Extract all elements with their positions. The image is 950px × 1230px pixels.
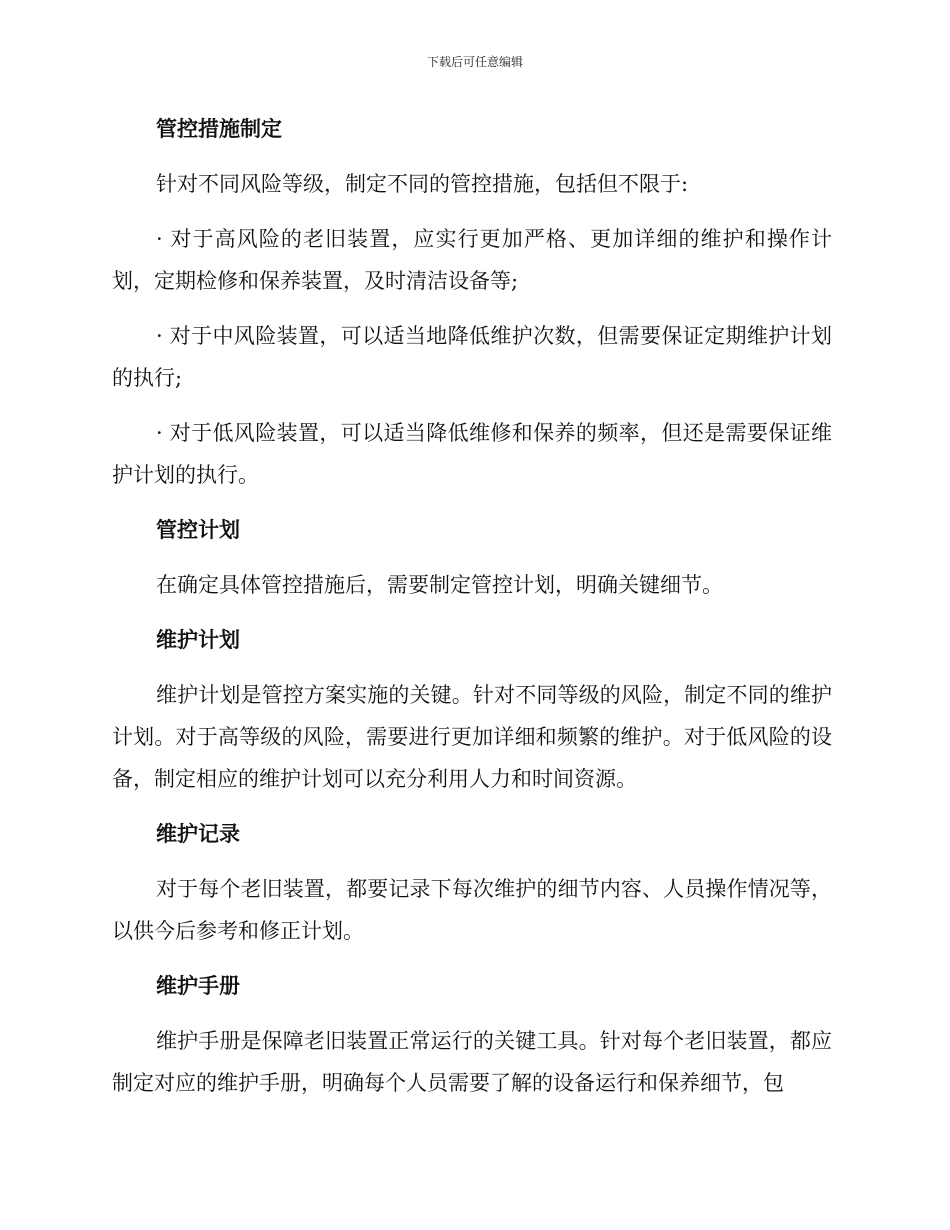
document-body (112, 108, 832, 1117)
paragraph-maintenance-plan: 维护计划是管控方案实施的关键。针对不同等级的风险，制定不同的维护计划。对于高等级的风险，需要进行更加详细和频繁的维护。对于低风险的设备，制定相应的维护计划可以充分利用人力和时间资源。 (112, 683, 832, 791)
section-heading-maintenance-record: 维护记录 (156, 822, 240, 846)
paragraph-intro: 针对不同风险等级，制定不同的管控措施，包括但不限于: (156, 172, 689, 196)
paragraph-control-plan: 在确定具体管控措施后，需要制定管控计划，明确关键细节。 (156, 573, 723, 597)
section-heading-maintenance-manual: 维护手册 (156, 974, 240, 998)
paragraph-medium-risk: · 对于中风险装置，可以适当地降低维护次数，但需要保证定期维护计划的执行; (112, 324, 832, 390)
page-header: 下载后可任意编辑 (426, 55, 523, 69)
section-heading-control-measures: 管控措施制定 (156, 117, 282, 141)
paragraph-maintenance-record: 对于每个老旧装置，都要记录下每次维护的细节内容、人员操作情况等，以供今后参考和修正计划。 (112, 877, 832, 943)
section-heading-control-plan: 管控计划 (156, 518, 240, 542)
paragraph-maintenance-manual: 维护手册是保障老旧装置正常运行的关键工具。针对每个老旧装置，都应制定对应的维护手册，明确每个人员需要了解的设备运行和保养细节，包 (112, 1029, 832, 1095)
paragraph-low-risk: · 对于低风险装置，可以适当降低维修和保养的频率，但还是需要保证维护计划的执行。 (112, 421, 832, 487)
section-heading-maintenance-plan: 维护计划 (156, 628, 240, 652)
paragraph-high-risk: · 对于高风险的老旧装置，应实行更加严格、更加详细的维护和操作计划，定期检修和保养装置，及时清洁设备等; (112, 227, 832, 293)
